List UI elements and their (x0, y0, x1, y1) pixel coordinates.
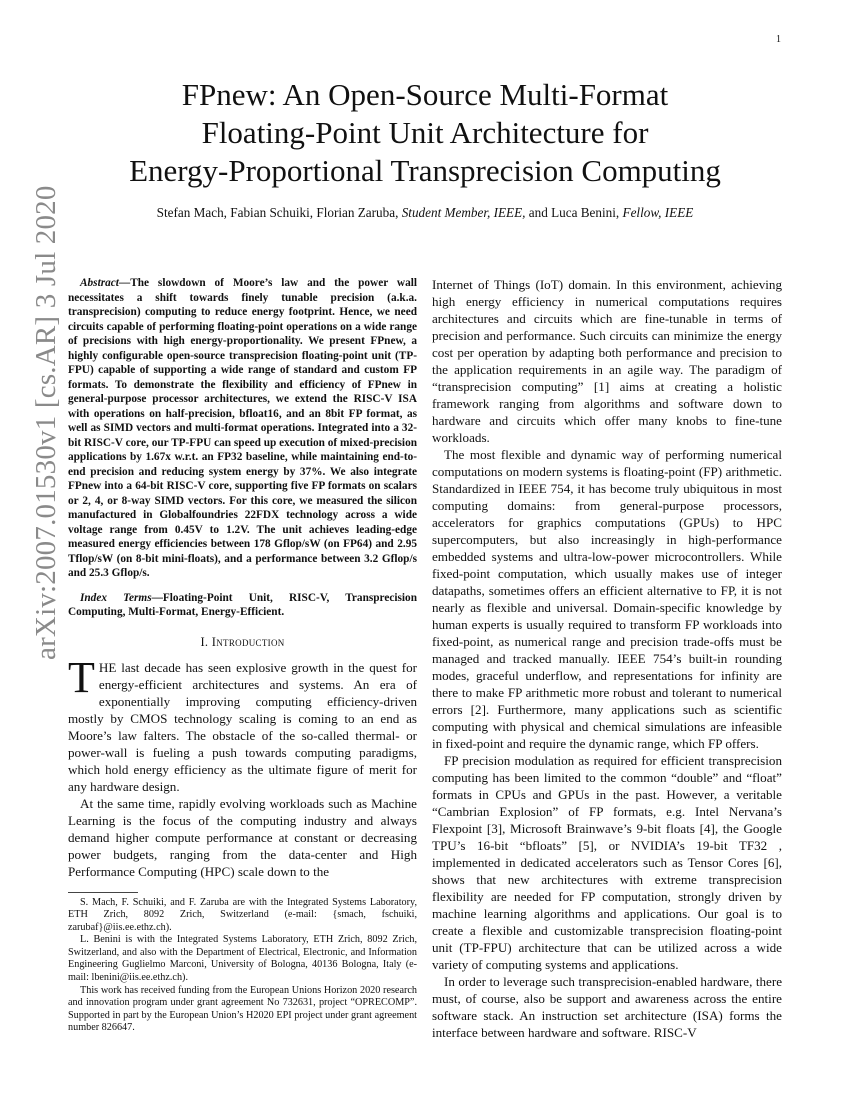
arxiv-identifier[interactable]: arXiv:2007.01530v1 [cs.AR] 3 Jul 2020 (30, 185, 62, 660)
index-terms (68, 591, 417, 620)
footnote-affiliation-2: L. Benini is with the Integrated Systems Laboratory, ETH Zrich, 8092 Zrich, Switzerland, and also with the Department of Electrical, Electronic, and Information Engineering Guglielmo Marconi, University of Bologna, 40136 Bologna, Italy (e-mail: lbenini@iis.ee.ethz.ch). (68, 934, 417, 984)
right-paragraph-2: The most flexible and dynamic way of performing numerical computations on modern systems is floating-point (FP) arithmetic. Standardized in IEEE 754, it has become truly ubiquitous in most computing domains: from general-purpose processors, accelerators for graphics computations (GPUs) to HPC supercomputers, but also increasingly in high-performance embedded systems and ultra-low-power microcontrollers. While fixed-point computation, which usually makes use of integer datapaths, sometimes offers an efficient alternative to FP, it is not nearly as flexible and universal. Domain-specific knowledge by human experts is usually required to transform FP workloads into fixed-point, as numerical range and precision trade-offs must be managed and tracked manually. IEEE 754’s built-in rounding modes, graceful underflow, and representations for infinity are there to make FP arithmetic more robust and tolerant to numerical errors [2]. Furthermore, many applications such as scientific computing with physical and chemical simulations are infeasible in fixed-point and require the dynamic range, which FP offers. (432, 447, 782, 751)
intro-paragraph-1 (68, 652, 417, 795)
left-column (68, 276, 417, 1035)
footnote-funding: This work has received funding from the European Unions Horizon 2020 research and innovation program under grant agreement No 732631, project “OPRECOMP”. Supported in part by the European Union’s H2020 EPI project under grant agreement number 826647. (68, 984, 417, 1034)
right-paragraph-1: Internet of Things (IoT) domain. In this environment, achieving high energy efficiency in numerical computations requires architectures and circuits which are fine-tunable in terms of precision and performance. Such circuits can minimize the energy cost per operation by adapting both performance and precision to the application requirements in an agile way. The paradigm of “transprecision computing” [1] aims at creating a holistic framework ranging from algorithms and software down to hardware and circuits which offer many knobs to fine-tune workloads. (432, 277, 782, 445)
author-member-status: Student Member, IEEE, (401, 205, 526, 220)
index-terms-text: —Floating-Point Unit, RISC-V, Transprecision Computing, Multi-Format, Energy-Efficient. (68, 591, 417, 618)
title-line-2: Floating-Point Unit Architecture for (201, 115, 649, 150)
abstract (68, 276, 417, 581)
abstract-text: —The slowdown of Moore’s law and the power wall necessitates a shift towards finely tunable precision (a.k.a. transprecision) computing to reduce energy footprint. Hence, we need circuits capable of performing floating-point operations on a wide range of precisions with high energy-proportionality. We present FPnew, a highly configurable open-source transprecision floating-point unit (TP-FPU) capable of supporting a wide range of standard and custom FP formats. To demonstrate the flexibility and efficiency of FPnew in general-purpose processor architectures, we extend the RISC-V ISA with operations on half-precision, bfloat16, and an 8bit FP format, as well as SIMD vectors and multi-format operations. Integrated into a 32-bit RISC-V core, our TP-FPU can speed up execution of mixed-precision applications by 1.67x w.r.t. an FP32 baseline, while maintaining end-to-end precision and reducing system energy by 37%. We also integrate FPnew into a 64-bit RISC-V core, supporting five FP formats on scalars or 2, 4, or 8-way SIMD vectors. For this core, we measured the silicon manufactured in Globalfoundries 22FDX technology across a wide voltage range from 0.45V to 1.2V. The unit achieves leading-edge measured energy efficiencies between 178 Gflop/sW (on FP64) and 2.95 Tflop/sW (on 8-bit mini-floats), and a performance between 3.2 Gflop/s and 25.3 Gflop/s. (68, 277, 417, 579)
index-terms-label: Index Terms (80, 591, 152, 604)
author-names-a: Stefan Mach, Fabian Schuiki, Florian Zaruba, (156, 205, 402, 220)
footnote-rule (68, 892, 138, 893)
author-fellow-status: Fellow, IEEE (622, 205, 694, 220)
author-names-b: and Luca Benini, (525, 205, 623, 220)
author-list (80, 205, 770, 221)
section-numeral: I. (200, 634, 212, 649)
intro-paragraph-2: At the same time, rapidly evolving workloads such as Machine Learning is the focus of the computing industry and always demand higher compute performance at constant or decreasing power budgets, ranging from the data-center and High Performance Computing (HPC) scale down to the (68, 795, 417, 879)
page-number: 1 (776, 34, 781, 45)
intro-paragraph-1-text: HE last decade has seen explosive growth in the quest for energy-efficient architectures and systems. An era of exponentially improving computing efficiency-driven mostly by CMOS technology scaling is coming to an end as Moore’s law falters. The obstacle of the so-called thermal- or power-wall is fueling a push towards computing paradigms, which hold energy efficiency as the ultimate figure of merit for any hardware design. (68, 659, 417, 794)
right-paragraph-3: FP precision modulation as required for efficient transprecision computing has been limited to the common “double” and “float” formats in CPUs and GPUs in the past. However, a veritable “Cambrian Explosion” of FP formats, e.g. Intel Nervana’s Flexpoint [3], Microsoft Brainwave’s 9-bit floats [4], the Google TPU’s 16-bit “bfloats” [5], or NVIDIA’s 19-bit TF32 , implemented in dedicated accelerators such as Tensor Cores [6], shows that new architectures with extreme transprecision flexibility are needed for FP computation, strongly driven by machine learning algorithms and applications. Our goal is to create a flexible and customizable transprecision floating-point unit (TP-FPU) architecture that can be utilized across a wide variety of computing systems and applications. (432, 753, 782, 972)
title-line-3: Energy-Proportional Transprecision Computing (129, 153, 721, 188)
title-line-1: FPnew: An Open-Source Multi-Format (181, 77, 669, 112)
section-heading-introduction (68, 634, 417, 651)
right-paragraph-4: In order to leverage such transprecision-enabled hardware, there must, of course, also be support and awareness across the entire software stack. An instruction set architecture (ISA) forms the interface between hardware and software. RISC-V (432, 974, 782, 1040)
footnote-affiliation-1: S. Mach, F. Schuiki, and F. Zaruba are with the Integrated Systems Laboratory, ETH Zrich, 8092 Zrich, Switzerland (e-mail: {smach, fschuiki, zarubaf}@iis.ee.ethz.ch). (68, 896, 417, 933)
section-name: Introduction (211, 634, 285, 649)
paper-title (80, 76, 770, 190)
drop-cap: T (68, 652, 95, 702)
abstract-label: Abstract (80, 277, 119, 289)
right-column (432, 276, 782, 1041)
